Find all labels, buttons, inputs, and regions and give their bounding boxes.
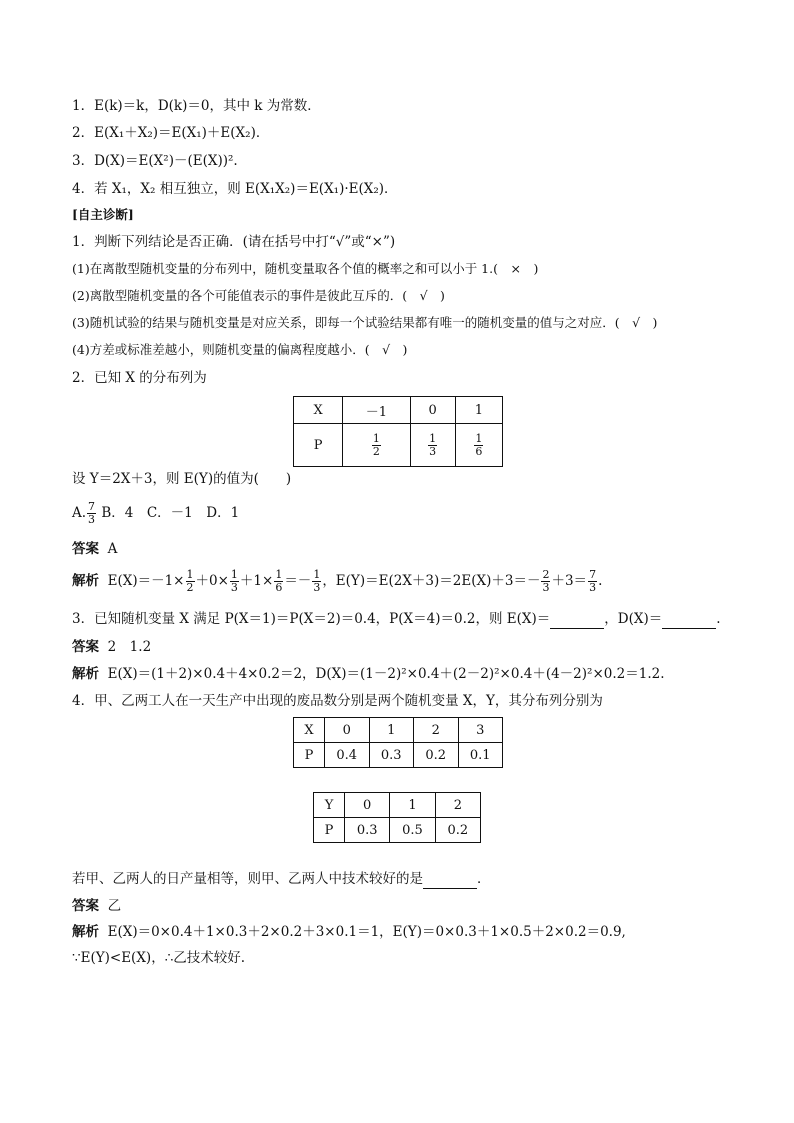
q2-distribution-table <box>293 396 503 467</box>
q1-item-4: (4)方差或标准差越小，则随机变量的偏离程度越小．( √ ) <box>72 342 408 357</box>
q4-y-value: 2 <box>435 793 480 818</box>
q4-y-table <box>313 792 481 843</box>
q3-analysis <box>72 664 665 684</box>
answer-label: 答案 <box>72 898 99 914</box>
q4-conclusion: ∵E(Y)<E(X)，∴乙技术较好. <box>72 950 246 966</box>
q3-title-text: 3．已知随机变量 X 满足 P(X＝1)＝P(X＝2)＝0.4，P(X＝4)＝0.2，则 E(X)＝ <box>72 611 551 627</box>
denominator: 3 <box>230 581 238 594</box>
q2-x-value: 0 <box>410 397 455 424</box>
option-a-prefix: A. <box>72 505 87 521</box>
q2-x-label: X <box>294 397 343 424</box>
q2-analysis <box>72 566 602 596</box>
answer-blank <box>423 888 477 889</box>
numerator: 1 <box>230 568 238 581</box>
q4-y-label: Y <box>314 793 345 818</box>
numerator: 1 <box>313 568 321 581</box>
analysis-text: E(X)＝0×0.4＋1×0.3＋2×0.2＋3×0.1＝1，E(Y)＝0×0.3＋1×0.5＋2×0.2＝0.9, <box>107 924 626 940</box>
q1-item-1: (1)在离散型随机变量的分布列中，随机变量取各个值的概率之和可以小于 1.( × ) <box>72 261 539 276</box>
solution-text: . <box>598 573 603 589</box>
q4-x-value: 1 <box>369 718 414 743</box>
denominator: 2 <box>372 444 380 458</box>
q2-p-value <box>410 424 455 467</box>
q4-question-text: ． <box>477 871 491 887</box>
q4-y-value: 1 <box>390 793 435 818</box>
numerator: 1 <box>475 431 483 445</box>
answer-label: 答案 <box>72 541 99 557</box>
q4-y-prob: 0.5 <box>390 818 435 843</box>
property-2: 2．E(X₁＋X₂)＝E(X₁)＋E(X₂)． <box>72 125 270 141</box>
answer-blank <box>662 628 716 629</box>
q3-answer <box>72 637 151 657</box>
numerator: 1 <box>372 431 380 445</box>
analysis-label: 解析 <box>72 573 99 589</box>
numerator: 7 <box>88 500 96 513</box>
solution-text: ＋0× <box>195 573 229 589</box>
answer-label: 答案 <box>72 639 99 655</box>
q2-x-value: －1 <box>343 397 410 424</box>
q4-x-value: 3 <box>458 718 503 743</box>
answer-value: 2 1.2 <box>107 639 152 655</box>
q4-x-prob: 0.4 <box>325 743 370 768</box>
q2-p-label: P <box>294 424 343 467</box>
denominator: 6 <box>275 581 283 594</box>
denominator: 3 <box>429 444 437 458</box>
q2-question: 设 Y＝2X＋3，则 E(Y)的值为( ) <box>72 471 292 487</box>
section-title: [自主诊断] <box>72 207 134 222</box>
answer-blank <box>550 628 604 629</box>
q3-title-text: . <box>716 611 721 627</box>
q3-title <box>72 609 721 629</box>
numerator: 1 <box>186 568 194 581</box>
q4-x-prob: 0.3 <box>369 743 414 768</box>
solution-text: ，E(Y)＝E(2X＋3)＝2E(X)＋3＝－ <box>322 573 541 589</box>
solution-text: ＋1× <box>239 573 274 589</box>
q4-y-prob: 0.2 <box>435 818 480 843</box>
q4-question-text: 若甲、乙两人的日产量相等，则甲、乙两人中技术较好的是 <box>72 871 423 887</box>
answer-value: A <box>107 541 118 557</box>
analysis-label: 解析 <box>72 666 99 682</box>
q4-y-value: 0 <box>345 793 390 818</box>
q2-title: 2．已知 X 的分布列为 <box>72 370 207 386</box>
property-3: 3．D(X)＝E(X²)－(E(X))². <box>72 153 238 169</box>
numerator: 1 <box>429 431 437 445</box>
q4-x-label: X <box>294 718 325 743</box>
property-4: 4．若 X₁，X₂ 相互独立，则 E(X₁X₂)＝E(X₁)·E(X₂)． <box>72 181 398 197</box>
denominator: 2 <box>186 581 194 594</box>
q4-x-value: 2 <box>414 718 459 743</box>
numerator: 2 <box>542 568 550 581</box>
numerator: 7 <box>589 568 597 581</box>
q4-question <box>72 869 491 889</box>
denominator: 6 <box>475 444 483 458</box>
solution-text: E(X)＝－1× <box>107 573 185 589</box>
q2-options <box>72 498 239 528</box>
denominator: 3 <box>542 581 550 594</box>
property-1: 1．E(k)＝k，D(k)＝0，其中 k 为常数． <box>72 98 321 114</box>
numerator: 1 <box>275 568 283 581</box>
answer-value: 乙 <box>107 898 122 914</box>
q2-answer <box>72 539 117 559</box>
q4-p-label: P <box>314 818 345 843</box>
q4-answer <box>72 896 121 916</box>
q4-analysis <box>72 922 626 942</box>
denominator: 3 <box>589 581 597 594</box>
q4-title: 4．甲、乙两工人在一天生产中出现的废品数分别是两个随机变量 X，Y，其分布列分别为 <box>72 693 603 709</box>
analysis-label: 解析 <box>72 924 99 940</box>
q2-x-value: 1 <box>455 397 502 424</box>
solution-text: ＝－ <box>284 573 312 589</box>
analysis-text: E(X)＝(1＋2)×0.4＋4×0.2＝2，D(X)＝(1－2)²×0.4＋(2－2)²×0.4＋(4－2)²×0.2＝1.2. <box>107 666 665 682</box>
other-options: B．4 C．－1 D．1 <box>101 505 240 521</box>
denominator: 3 <box>313 581 321 594</box>
solution-text: ＋3＝ <box>551 573 588 589</box>
q1-title: 1．判断下列结论是否正确．(请在括号中打“√”或“×”) <box>72 234 396 250</box>
q2-p-value <box>343 424 410 467</box>
q4-x-prob: 0.2 <box>414 743 459 768</box>
q1-item-2: (2)离散型随机变量的各个可能值表示的事件是彼此互斥的．( √ ) <box>72 288 445 303</box>
q4-x-table <box>293 717 503 768</box>
q4-x-prob: 0.1 <box>458 743 503 768</box>
q4-p-label: P <box>294 743 325 768</box>
q3-title-text: ，D(X)＝ <box>604 611 663 627</box>
denominator: 3 <box>88 513 96 526</box>
q2-p-value <box>455 424 502 467</box>
q4-y-prob: 0.3 <box>345 818 390 843</box>
q4-x-value: 0 <box>325 718 370 743</box>
q1-item-3: (3)随机试验的结果与随机变量是对应关系，即每一个试验结果都有唯一的随机变量的值与之对应．( √ ) <box>72 315 658 330</box>
